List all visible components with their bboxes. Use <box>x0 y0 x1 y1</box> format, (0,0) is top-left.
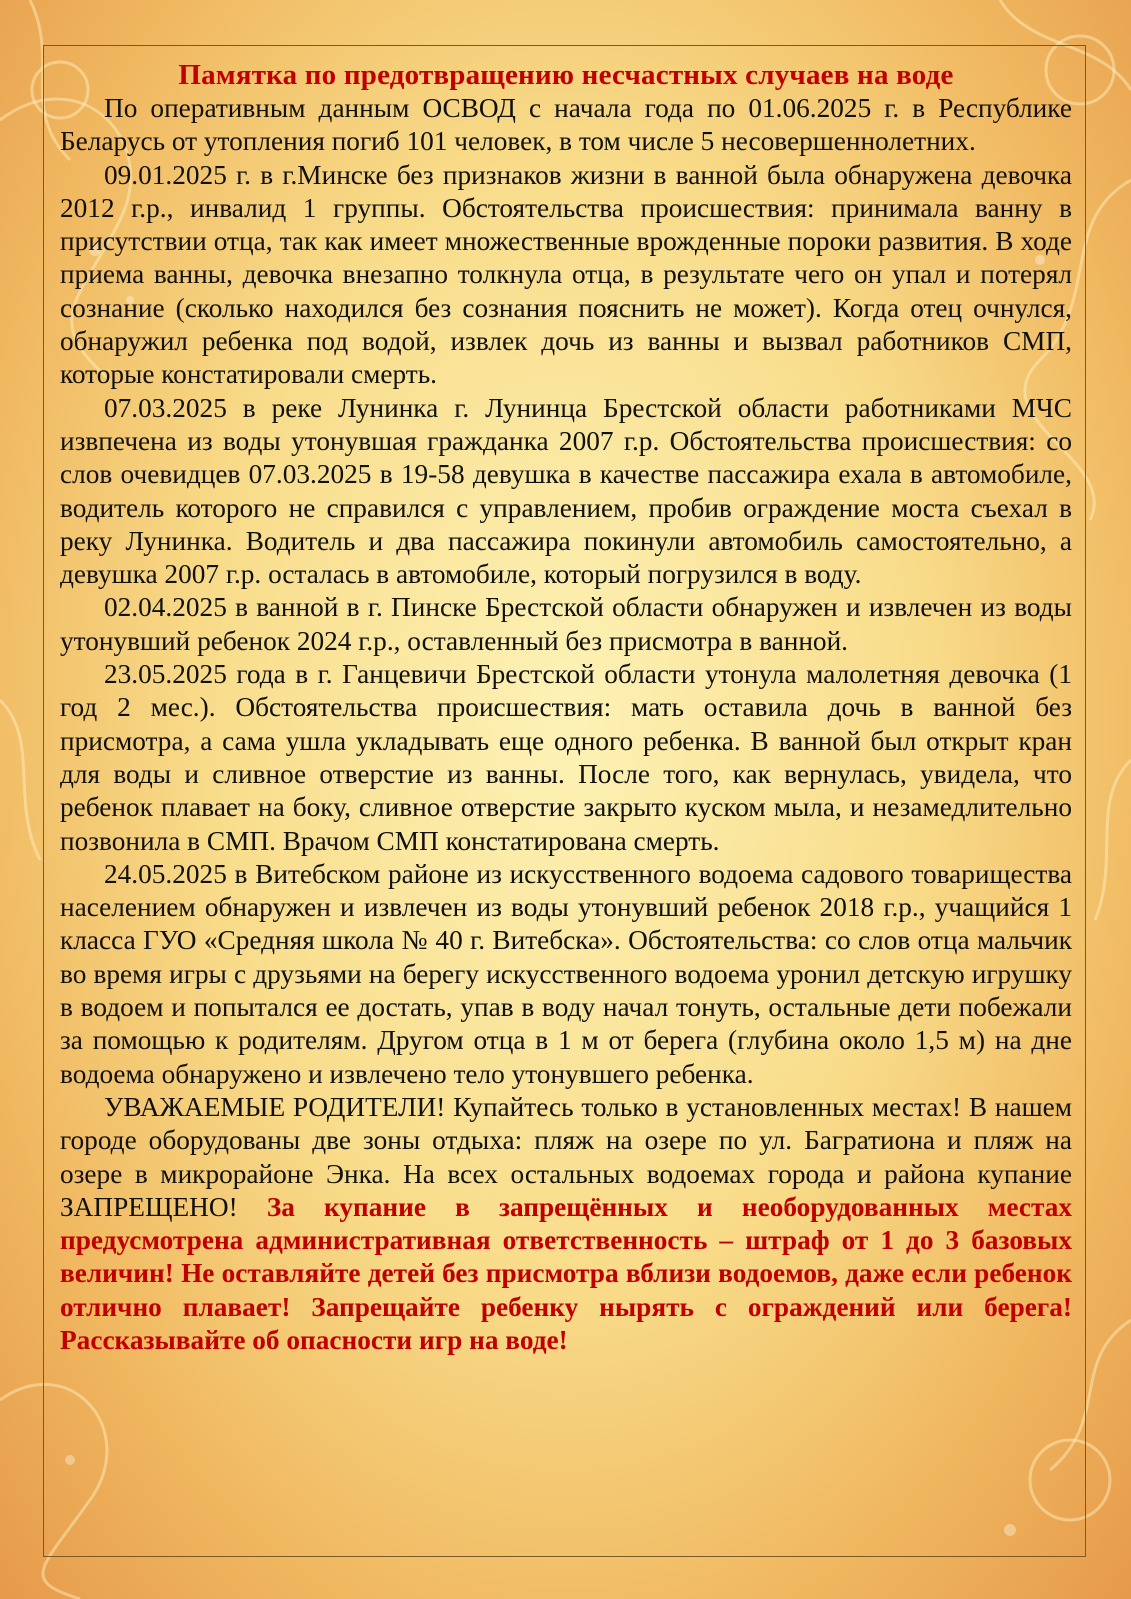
page-title: Памятка по предотвращению несчастных случаев на воде <box>178 59 954 91</box>
paragraph-parents-appeal <box>60 1091 1072 1357</box>
paragraph-luninets-incident: 07.03.2025 в реке Лунинка г. Лунинца Брестской области работниками МЧС извпечена из воды утонувшая гражданка 2007 г.р. Обстоятельства происшествия: со слов очевидцев 07.03.2025 в 19-58 девушка в качестве пассажира ехала в автомобиле, водитель которого не справился с управлением, пробив ограждение моста съехал в реку Лунинка. Водитель и два пассажира покинули автомобиль самостоятельно, а девушка 2007 г.р. осталась в автомобиле, который погрузился в воду. <box>60 392 1072 590</box>
paragraph-gantsevichi-incident: 23.05.2025 года в г. Ганцевичи Брестской области утонула малолетняя девочка (1 год 2 мес.). Обстоятельства происшествия: мать оставила дочь в ванной без присмотра, а сама ушла укладывать еще одного ребенка. В ванной был открыт кран для воды и сливное отверстие из ванны. После того, как вернулась, увидела, что ребенок плавает на боку, сливное отверстие закрыто куском мыла, и незамедлительно позвонила в СМП. Врачом СМП констатирована смерть. <box>60 659 1072 856</box>
paragraph-vitebsk-incident: 24.05.2025 в Витебском районе из искусственного водоема садового товарищества населением обнаружен и извлечен из воды утонувший ребенок 2018 г.р., учащийся 1 класса ГУО «Средняя школа № 40 г. Витебска». Обстоятельства: со слов отца мальчик во время игры с друзьями на берегу искусственного водоема уронил детскую игрушку в водоем и попытался ее достать, упав в воду начал тонуть, остальные дети побежали за помощью к родителям. Другом отца в 1 м от берега (глубина около 1,5 м) на дне водоема обнаружено и извлечено тело утонувшего ребенка. <box>60 858 1072 1089</box>
warning-text: За купание в запрещённых и необорудованных местах предусмотрена административная ответственность – штраф от 1 до 3 базовых величин! Не оставляйте детей без присмотра вблизи водоемов, даже если ребенок отлично плавает! Запрещайте ребенку нырять с ограждений или берега! Рассказывайте об опасности игр на воде! <box>60 1191 1072 1355</box>
paragraph-minsk-incident: 09.01.2025 г. в г.Минске без признаков жизни в ванной была обнаружена девочка 2012 г.р., инвалид 1 группы. Обстоятельства происшествия: принимала ванну в присутствии отца, так как имеет множественные врожденные пороки развития. В ходе приема ванны, девочка внезапно толкнула отца, в результате чего он упал и потерял сознание (сколько находился без сознания пояснить не может). Когда отец очнулся, обнаружил ребенка под водой, извлек дочь из ванны и вызвал работников СМП, которые констатировали смерть. <box>60 159 1072 390</box>
paragraph-statistics: По оперативным данным ОСВОД с начала года по 01.06.2025 г. в Республике Беларусь от утопления погиб 101 человек, в том числе 5 несовершеннолетних. <box>60 93 1072 157</box>
memo-content <box>60 58 1072 1357</box>
paragraph-pinsk-incident: 02.04.2025 в ванной в г. Пинске Брестской области обнаружен и извлечен из воды утонувший ребенок 2024 г.р., оставленный без присмотра в ванной. <box>60 592 1072 656</box>
appeal-text: УВАЖАЕМЫЕ РОДИТЕЛИ! Купайтесь только в установленных местах! В нашем городе оборудованы две зоны отдыха: пляж на озере по ул. Багратиона и пляж на озере в микрорайоне Энка. На всех остальных водоемах города и района купание ЗАПРЕЩЕНО! <box>60 1091 1072 1222</box>
